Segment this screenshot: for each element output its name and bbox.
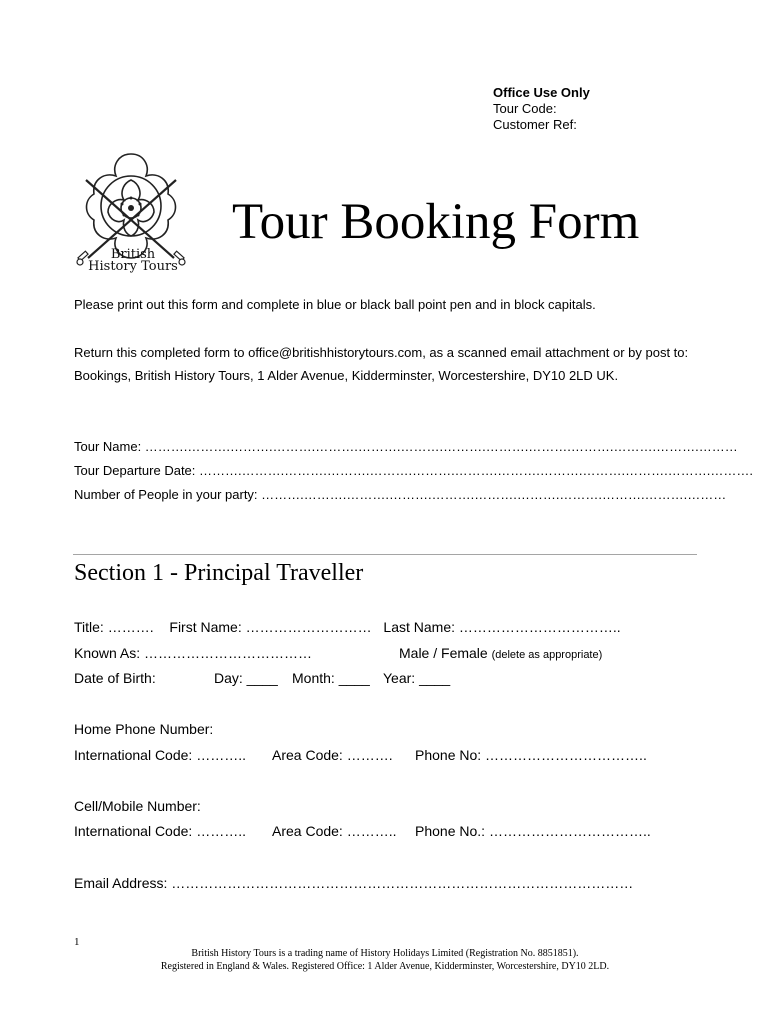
- email-field[interactable]: Email Address: ………………………………………………………………………………………: [74, 875, 634, 891]
- title-field[interactable]: Title: ……….: [74, 619, 154, 635]
- section-1-heading: Section 1 - Principal Traveller: [74, 560, 364, 586]
- number-of-people-field[interactable]: Number of People in your party: ……….……….……….……….……….……….……….……….……….……….………: [74, 487, 727, 502]
- section-divider: [73, 554, 697, 555]
- page-number: 1: [74, 936, 80, 948]
- logo-text-line1: British: [110, 247, 156, 262]
- home-intl-code-field[interactable]: International Code: ………..: [74, 747, 246, 763]
- page-title: Tour Booking Form: [232, 194, 640, 250]
- last-name-field[interactable]: Last Name: ……………………………..: [383, 619, 621, 635]
- print-instructions: Please print out this form and complete in blue or black ball point pen and in block capitals.: [74, 297, 596, 312]
- gender-note: (delete as appropriate): [491, 649, 603, 661]
- customer-ref-label: Customer Ref:: [493, 117, 577, 132]
- gender-field[interactable]: Male / Female: [399, 645, 488, 661]
- logo-text-line2: History Tours: [88, 259, 178, 274]
- dob-label: Date of Birth:: [74, 670, 156, 686]
- dob-day-field[interactable]: Day: ____: [214, 670, 278, 686]
- footer-line-2: Registered in England & Wales. Registered Office: 1 Alder Avenue, Kidderminster, Worcestershire, DY10 2LD.: [160, 961, 610, 972]
- tour-name-field[interactable]: Tour Name: ……….……….……….……….……….……….……….……….……….……….……….……….……….………: [74, 439, 738, 454]
- home-phone-label: Home Phone Number:: [74, 721, 214, 737]
- first-name-field[interactable]: First Name: ………………………: [169, 619, 372, 635]
- tour-departure-date-field[interactable]: Tour Departure Date: ……….……….……….……….……….……….……….……….……….……….……….……….……….: [74, 463, 753, 478]
- known-as-field[interactable]: Known As: ………………………………: [74, 645, 313, 661]
- cell-phone-field[interactable]: Phone No.: ……………………………..: [415, 823, 651, 839]
- tour-code-label: Tour Code:: [493, 101, 557, 116]
- dob-month-field[interactable]: Month: ____: [292, 670, 370, 686]
- cell-phone-label: Cell/Mobile Number:: [74, 798, 201, 814]
- cell-area-code-field[interactable]: Area Code: ………..: [272, 823, 397, 839]
- home-area-code-field[interactable]: Area Code: ……….: [272, 747, 393, 763]
- name-row: [74, 619, 621, 635]
- return-instructions: Return this completed form to office@britishhistorytours.com, as a scanned email attachment or by post to: Bookings, British History Tours, 1 Alder Avenue, Kidderminster, Worcestershire, DY10 2LD UK.: [74, 345, 689, 383]
- home-phone-field[interactable]: Phone No: ……………………………..: [415, 747, 647, 763]
- office-use-block: [493, 85, 590, 133]
- gender-row: [399, 645, 602, 661]
- office-use-heading: Office Use Only: [493, 85, 590, 100]
- logo: [72, 150, 190, 274]
- dob-year-field[interactable]: Year: ____: [383, 670, 451, 686]
- cell-intl-code-field[interactable]: International Code: ………..: [74, 823, 246, 839]
- footer-line-1: British History Tours is a trading name of History Holidays Limited (Registration No. 8851851).: [191, 948, 579, 959]
